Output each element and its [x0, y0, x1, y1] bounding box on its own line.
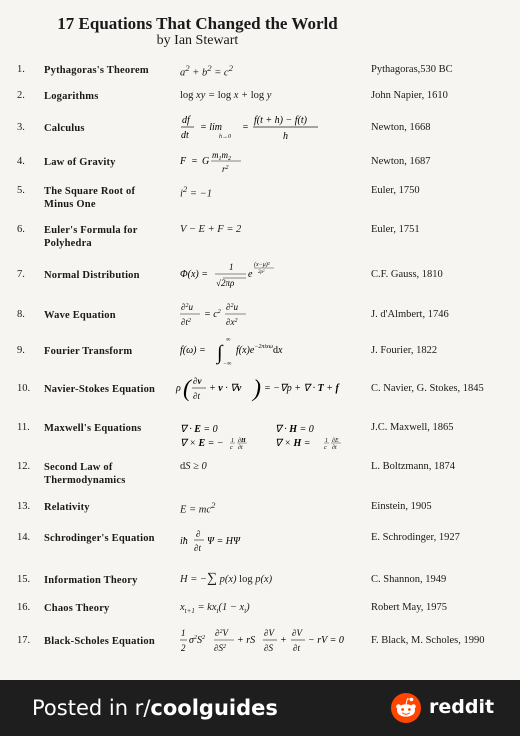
svg-text:e: e: [248, 269, 253, 280]
svg-text:r2: $r^2$: [222, 164, 229, 174]
equation-discoverer: Newton, 1668: [371, 122, 431, 133]
equation-name: Second Law of Thermodynamics: [44, 462, 126, 486]
svg-text:∇ × E = −: ∇ × E = −: [180, 438, 224, 449]
svg-text:∂H: ∂H: [238, 438, 246, 444]
footer-bar: [0, 680, 520, 736]
equation-formula: [180, 260, 370, 293]
svg-text:iħ: iħ: [180, 536, 188, 547]
equation-name: Chaos Theory: [44, 603, 110, 614]
row-number: 17.: [17, 635, 31, 646]
equation-discoverer: C. Navier, G. Stokes, 1845: [371, 383, 484, 394]
svg-text:∂t2: $\partial t^2$: [181, 317, 191, 327]
subreddit-name: coolguides: [150, 696, 278, 720]
equation-discoverer: Pythagoras,530 BC: [371, 64, 453, 75]
equation-name: Fourier Transform: [44, 346, 133, 357]
svg-text:∂t: ∂t: [332, 445, 337, 451]
page-title: 17 Equations That Changed the World: [57, 14, 338, 33]
svg-text:σ2S2: $\sigma^2S^2$: [189, 635, 205, 646]
equation-formula: [180, 335, 370, 370]
equation-discoverer: C. Shannon, 1949: [371, 574, 447, 585]
svg-text:2ρ²: 2ρ²: [258, 270, 265, 275]
equation-discoverer: J. d'Almbert, 1746: [371, 309, 449, 320]
svg-text:∂v: ∂v: [193, 376, 202, 386]
equation-name: Schrodinger's Equation: [44, 533, 155, 544]
svg-text:Φ(x) =: Φ(x) =: [180, 269, 208, 280]
equation-discoverer: John Napier, 1610: [371, 90, 448, 101]
equation-name: Maxwell's Equations: [44, 423, 142, 434]
svg-text:∂t: ∂t: [293, 643, 300, 653]
svg-text:∂2V: ∂$^2$V: [215, 628, 228, 638]
svg-text:= c2: = $c^2$: [204, 309, 221, 320]
svg-text:m1m2: $m_1m_2$: [212, 150, 231, 162]
equation-formula: [180, 148, 370, 179]
equation-discoverer: E. Schrodinger, 1927: [371, 532, 460, 543]
svg-text:∂E: ∂E: [332, 438, 339, 444]
svg-text:∂t: ∂t: [194, 543, 201, 553]
svg-text:+ v · ∇v: + v · ∇v: [209, 383, 242, 394]
svg-text:(x−μ)²: (x−μ)²: [254, 262, 270, 268]
equation-discoverer: J. Fourier, 1822: [371, 345, 438, 356]
equation-name: Law of Gravity: [44, 157, 116, 168]
row-number: 8.: [17, 309, 25, 320]
equation-name: Relativity: [44, 502, 90, 513]
svg-text:∂x2: $\partial x^2$: [226, 317, 238, 327]
svg-text:− rV = 0: − rV = 0: [308, 635, 344, 646]
svg-text:∂: ∂: [196, 529, 201, 539]
equation-name: Logarithms: [44, 91, 99, 102]
reddit-snoo-icon[interactable]: [391, 693, 421, 723]
svg-text:= lim: = lim: [200, 122, 223, 133]
equation-name: Black-Scholes Equation: [44, 636, 155, 647]
svg-text:df: df: [182, 115, 190, 126]
svg-text:∂2u: ∂$^2$u: [226, 302, 238, 312]
posted-prefix: Posted in r/: [32, 696, 151, 720]
svg-text:∂V: ∂V: [264, 628, 274, 638]
equation-name: Euler's Formula for Polyhedra: [44, 225, 138, 249]
svg-text:∂2u: ∂$^2$u: [181, 302, 193, 312]
svg-text:f(t + h) − f(t): f(t + h) − f(t): [254, 115, 307, 126]
equation-discoverer: Newton, 1687: [371, 156, 431, 167]
equation-discoverer: L. Boltzmann, 1874: [371, 461, 455, 472]
row-number: 7.: [17, 269, 25, 280]
equation-formula: [180, 422, 370, 455]
row-number: 4.: [17, 156, 25, 167]
svg-text:c: c: [324, 445, 327, 451]
svg-text:∫: ∫: [217, 342, 223, 364]
svg-text:1: 1: [181, 628, 186, 638]
row-number: 2.: [17, 90, 25, 101]
svg-text:∂t: ∂t: [193, 391, 200, 401]
svg-text:(: (: [183, 376, 191, 402]
row-number: 14.: [17, 532, 31, 543]
svg-text:h→0: h→0: [219, 134, 231, 140]
svg-text:∂V: ∂V: [292, 628, 302, 638]
equation-discoverer: Euler, 1751: [371, 224, 420, 235]
equation-name: Wave Equation: [44, 310, 116, 321]
svg-text:∂t: ∂t: [238, 445, 243, 451]
equation-formula: $x_{t+1} = kx_t(1 - x_t)$: [180, 602, 250, 616]
svg-text:G: G: [202, 156, 210, 167]
equation-formula: [180, 626, 370, 661]
svg-text:√2πρ: √2πρ: [216, 278, 235, 288]
equation-formula: $i^2 = -1$: [180, 184, 212, 200]
svg-text:): ): [253, 376, 261, 402]
equation-formula: V − E + F = 2: [180, 224, 242, 235]
equation-discoverer: Euler, 1750: [371, 185, 420, 196]
svg-text:h: h: [283, 131, 288, 142]
svg-text:∂S: ∂S: [264, 643, 273, 653]
equation-formula: $a^2 + b^2 = c^2$: [180, 63, 233, 79]
equation-formula: $E = mc^2$: [180, 500, 216, 516]
equation-discoverer: Einstein, 1905: [371, 501, 432, 512]
equation-formula: log xy = log x + log y: [180, 90, 272, 101]
svg-text:c: c: [230, 445, 233, 451]
svg-text:f(x)e−2πixωdx: $f(x)e^{-2\pi ix\omega}dx$: [236, 344, 283, 356]
svg-text:∇ · E = 0: ∇ · E = 0: [180, 424, 218, 435]
svg-text:F: F: [180, 156, 187, 167]
svg-text:= −∇p + ∇ · T + f: = −∇p + ∇ · T + f: [264, 383, 339, 394]
equation-name: The Square Root of Minus One: [44, 186, 136, 210]
equation-name: Information Theory: [44, 575, 138, 586]
svg-text:1: 1: [325, 438, 328, 444]
posted-in-label[interactable]: [32, 696, 278, 720]
equation-formula: H = −∑ p(x) log p(x): [180, 571, 273, 586]
equation-formula: dS ≥ 0: [180, 461, 207, 472]
equation-name: Navier-Stokes Equation: [44, 384, 156, 395]
svg-text:1: 1: [229, 262, 234, 272]
svg-text:∇ × H =: ∇ × H =: [275, 438, 311, 449]
row-number: 5.: [17, 185, 25, 196]
row-number: 3.: [17, 122, 25, 133]
row-number: 9.: [17, 345, 25, 356]
svg-text:2: 2: [181, 643, 186, 653]
equation-formula: [180, 300, 370, 333]
row-number: 12.: [17, 461, 31, 472]
svg-text:+: +: [280, 635, 287, 646]
equation-discoverer: C.F. Gauss, 1810: [371, 269, 443, 280]
row-number: 11.: [17, 422, 30, 433]
svg-text:∇ · H = 0: ∇ · H = 0: [275, 424, 314, 435]
svg-text:ρ: ρ: [176, 383, 181, 394]
row-number: 16.: [17, 602, 31, 613]
row-number: 13.: [17, 501, 31, 512]
svg-text:f(ω) =: f(ω) =: [180, 345, 206, 356]
svg-text:+ rS: + rS: [237, 635, 256, 646]
equation-name: Calculus: [44, 123, 85, 134]
equation-formula: [176, 374, 366, 409]
equation-discoverer: F. Black, M. Scholes, 1990: [371, 635, 485, 646]
row-number: 6.: [17, 224, 25, 235]
equation-discoverer: Robert May, 1975: [371, 602, 448, 613]
svg-text:=: =: [242, 122, 249, 133]
svg-text:−∞: −∞: [223, 361, 232, 367]
equation-formula: [180, 527, 370, 560]
svg-text:dt: dt: [181, 130, 189, 141]
equation-discoverer: J.C. Maxwell, 1865: [371, 422, 454, 433]
row-number: 1.: [17, 64, 25, 75]
equation-name: Normal Distribution: [44, 270, 140, 281]
svg-text:Ψ = HΨ: Ψ = HΨ: [207, 536, 241, 547]
equation-name: Pythagoras's Theorem: [44, 65, 149, 76]
row-number: 10.: [17, 383, 31, 394]
svg-text:1: 1: [231, 438, 234, 444]
page-subtitle: by Ian Stewart: [156, 33, 239, 48]
svg-text:∂S2: $\partial S^2$: [214, 643, 226, 653]
row-number: 15.: [17, 574, 31, 585]
reddit-wordmark[interactable]: reddit: [429, 696, 495, 718]
svg-text:∞: ∞: [226, 337, 231, 343]
svg-text:=: =: [191, 156, 198, 167]
equation-formula: [180, 113, 370, 146]
